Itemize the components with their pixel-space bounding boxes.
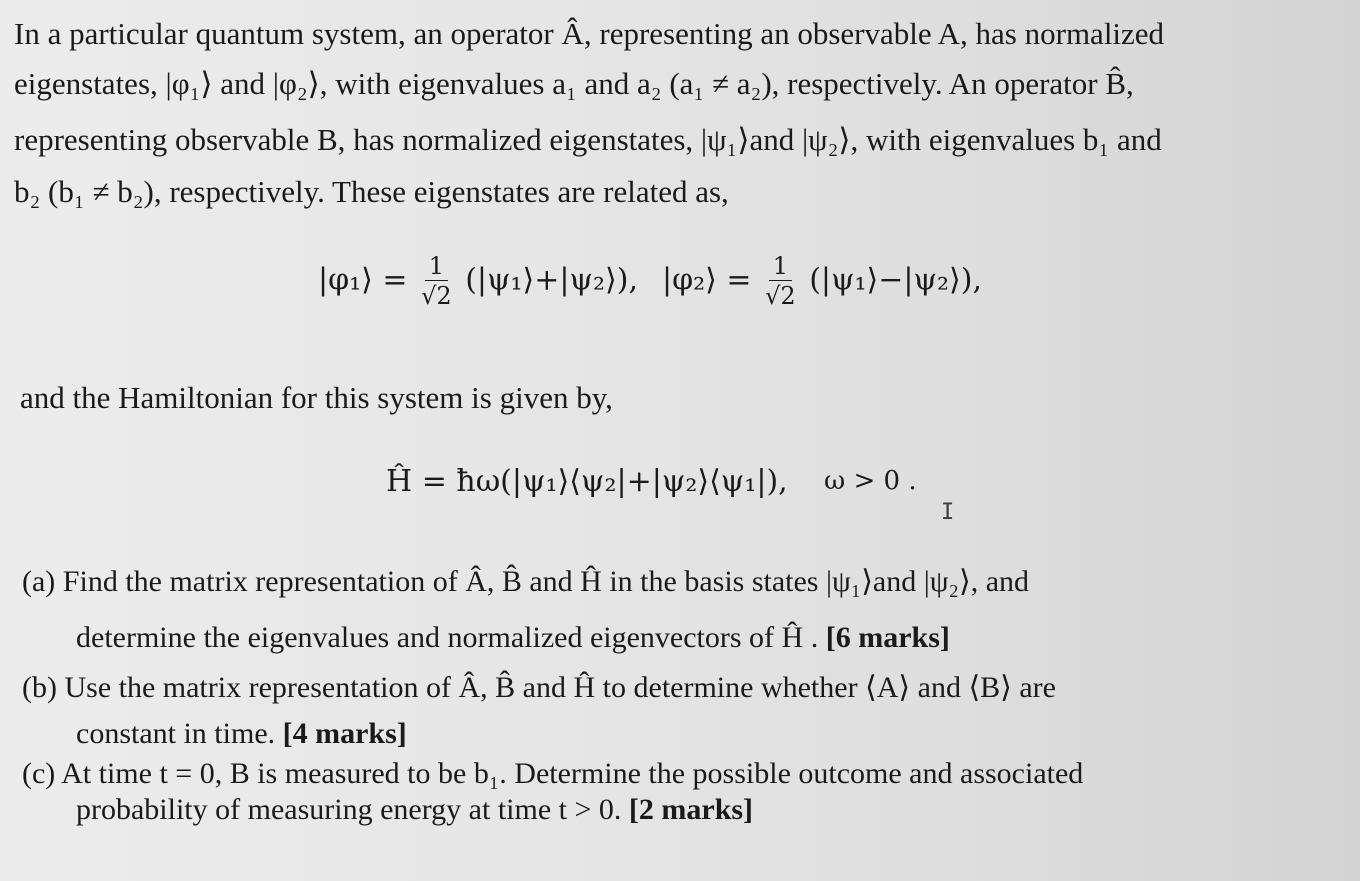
fraction-numerator: 1 [769,252,792,281]
phi2-relation [662,252,982,311]
part-b-text: constant in time. [76,717,283,750]
fraction-denominator: √2 [765,282,796,310]
fraction-denominator: √2 [421,282,452,310]
intro-line-2: eigenstates, |φ₁⟩ and |φ₂⟩, with eigenvalues a₁ and a₂ (a₁ ≠ a₂), respectively. An operator B̂, [14,66,1134,101]
part-b-line-2 [76,714,407,754]
intro-line-3: representing observable B, has normalized eigenstates, |ψ₁⟩and |ψ₂⟩, with eigenvalues b₁ and [14,122,1162,157]
text-cursor-icon: I [941,500,955,525]
part-c-text: probability of measuring energy at time t > 0. [76,793,629,826]
part-b-line-1: (b) Use the matrix representation of Â, B̂ and Ĥ to determine whether ⟨A⟩ and ⟨B⟩ are [22,671,1056,704]
phi2-lhs: |φ₂⟩ = [662,262,752,298]
phi1-lhs: |φ₁⟩ = [318,262,408,298]
omega-condition: ω > 0 . [824,466,917,496]
hamiltonian-intro: and the Hamiltonian for this system is given by, [20,380,613,415]
intro-line-4: b₂ (b₁ ≠ b₂), respectively. These eigenstates are related as, [14,174,729,209]
part-c-marks: [2 marks] [628,793,754,826]
fraction [765,252,796,311]
part-a-text: determine the eigenvalues and normalized eigenvectors of Ĥ . [76,621,826,654]
part-c-line-2 [76,790,753,830]
fraction-numerator: 1 [425,252,448,281]
part-a-line-1: (a) Find the matrix representation of Â, B̂ and Ĥ in the basis states |ψ₁⟩and |ψ₂⟩, and [22,565,1030,598]
phi1-relation [318,252,638,311]
part-c-line-1: (c) At time t = 0, B is measured to be b₁. Determine the possible outcome and associated [22,757,1084,790]
part-a-marks: [6 marks] [825,621,950,654]
hamiltonian-equation: Ĥ = ħω(|ψ₁⟩⟨ψ₂|+|ψ₂⟩⟨ψ₁|), [386,464,788,499]
intro-line-1: In a particular quantum system, an operator Â, representing an observable A, has normalized [14,16,1165,51]
phi1-rhs: (|ψ₁⟩+|ψ₂⟩), [465,262,638,298]
fraction [421,252,452,311]
phi2-rhs: (|ψ₁⟩−|ψ₂⟩), [809,262,982,298]
part-a-line-2 [76,618,950,658]
part-b-marks: [4 marks] [282,717,407,750]
